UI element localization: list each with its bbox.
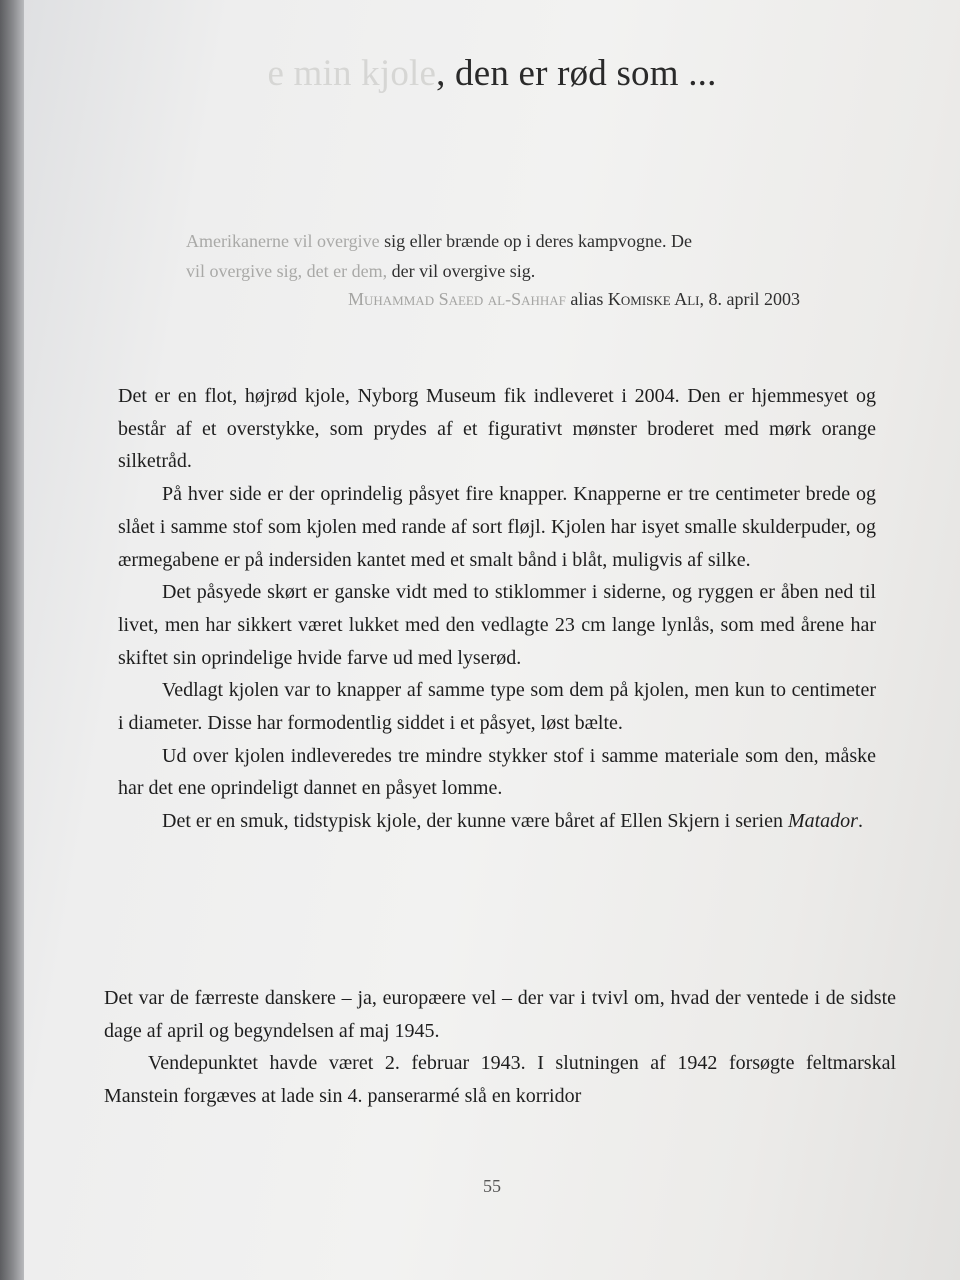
attribution-name: Muhammad Saeed al-Sahhaf [348,289,566,309]
paragraph-6-text: Det er en smuk, tidstypisk kjole, der kunne være båret af Ellen Skjern i serien [162,810,788,833]
epigraph-line-2 [186,256,802,286]
paragraph-5: Ud over kjolen indleveredes tre mindre stykker stof i samme materiale som den, måske har det ene oprindeligt dannet en påsyet lomme. [118,744,876,800]
epigraph-line-1-text: sig eller brænde op i deres kampvogne. De [379,231,693,251]
paragraph-6 [118,805,876,838]
epigraph-line-2-faded: vil overgive sig, det er dem, [186,261,388,281]
chapter-title-visible: , den er rød som ... [436,53,717,94]
paragraph-6-end: . [857,810,863,833]
epigraph-line-1-faded: Amerikanerne vil overgive [186,231,380,251]
attribution-alias: Komiske Ali [607,289,700,309]
chapter-title-faded: e min kjole [267,53,437,94]
section-dress-description [118,380,876,838]
paragraph-1: Det er en flot, højrød kjole, Nyborg Museum fik indleveret i 2004. Den er hjemmesyet og består af et overstykke, som prydes af et figurativt mønster broderet med mørk orange silketråd. [118,385,876,473]
paragraph-4: Vedlagt kjolen var to knapper af samme type som dem på kjolen, men kun to centimeter i diameter. Disse har formodentlig siddet i et påsyet, løst bælte. [118,679,876,735]
epigraph-quote [186,226,802,286]
paragraph-3: Det påsyede skørt er ganske vidt med to stiklommer i siderne, og ryggen er åben ned til livet, men har sikkert været lukket med den vedlagte 23 cm lange lynlås, som med årene har skiftet sin oprindelige hvide farve ud med lyserød. [118,581,876,669]
page-number: 55 [483,1176,501,1196]
epigraph-line-1 [186,226,802,256]
attribution-alias-word: alias [565,289,608,309]
chapter-title [24,52,960,95]
book-page [24,0,960,1280]
paragraph-2: På hver side er der oprindelig påsyet fire knapper. Knapperne er tre centimeter brede og slået i samme stof som kjolen med rande af sort fløjl. Kjolen har isyet smalle skulderpuder, og ærmegabene er på indersiden kantet med et smalt bånd i blåt, muligvis af silke. [118,483,876,571]
attribution-date: , 8. april 2003 [699,289,800,309]
section-history [104,982,896,1113]
book-spine-edge [0,0,24,1280]
epigraph-attribution [244,284,800,314]
paragraph-8: Vendepunktet havde været 2. februar 1943. I slutningen af 1942 forsøgte feltmarskal Manstein forgæves at lade sin 4. panserarmé slå en korridor [104,1052,896,1108]
epigraph-line-2-text: der vil overgive sig. [387,261,536,281]
paragraph-7: Det var de færreste danskere – ja, europæere vel – der var i tvivl om, hvad der ventede i de sidste dage af april og begyndelsen af maj 1945. [104,987,896,1042]
series-title: Matador [787,810,858,833]
